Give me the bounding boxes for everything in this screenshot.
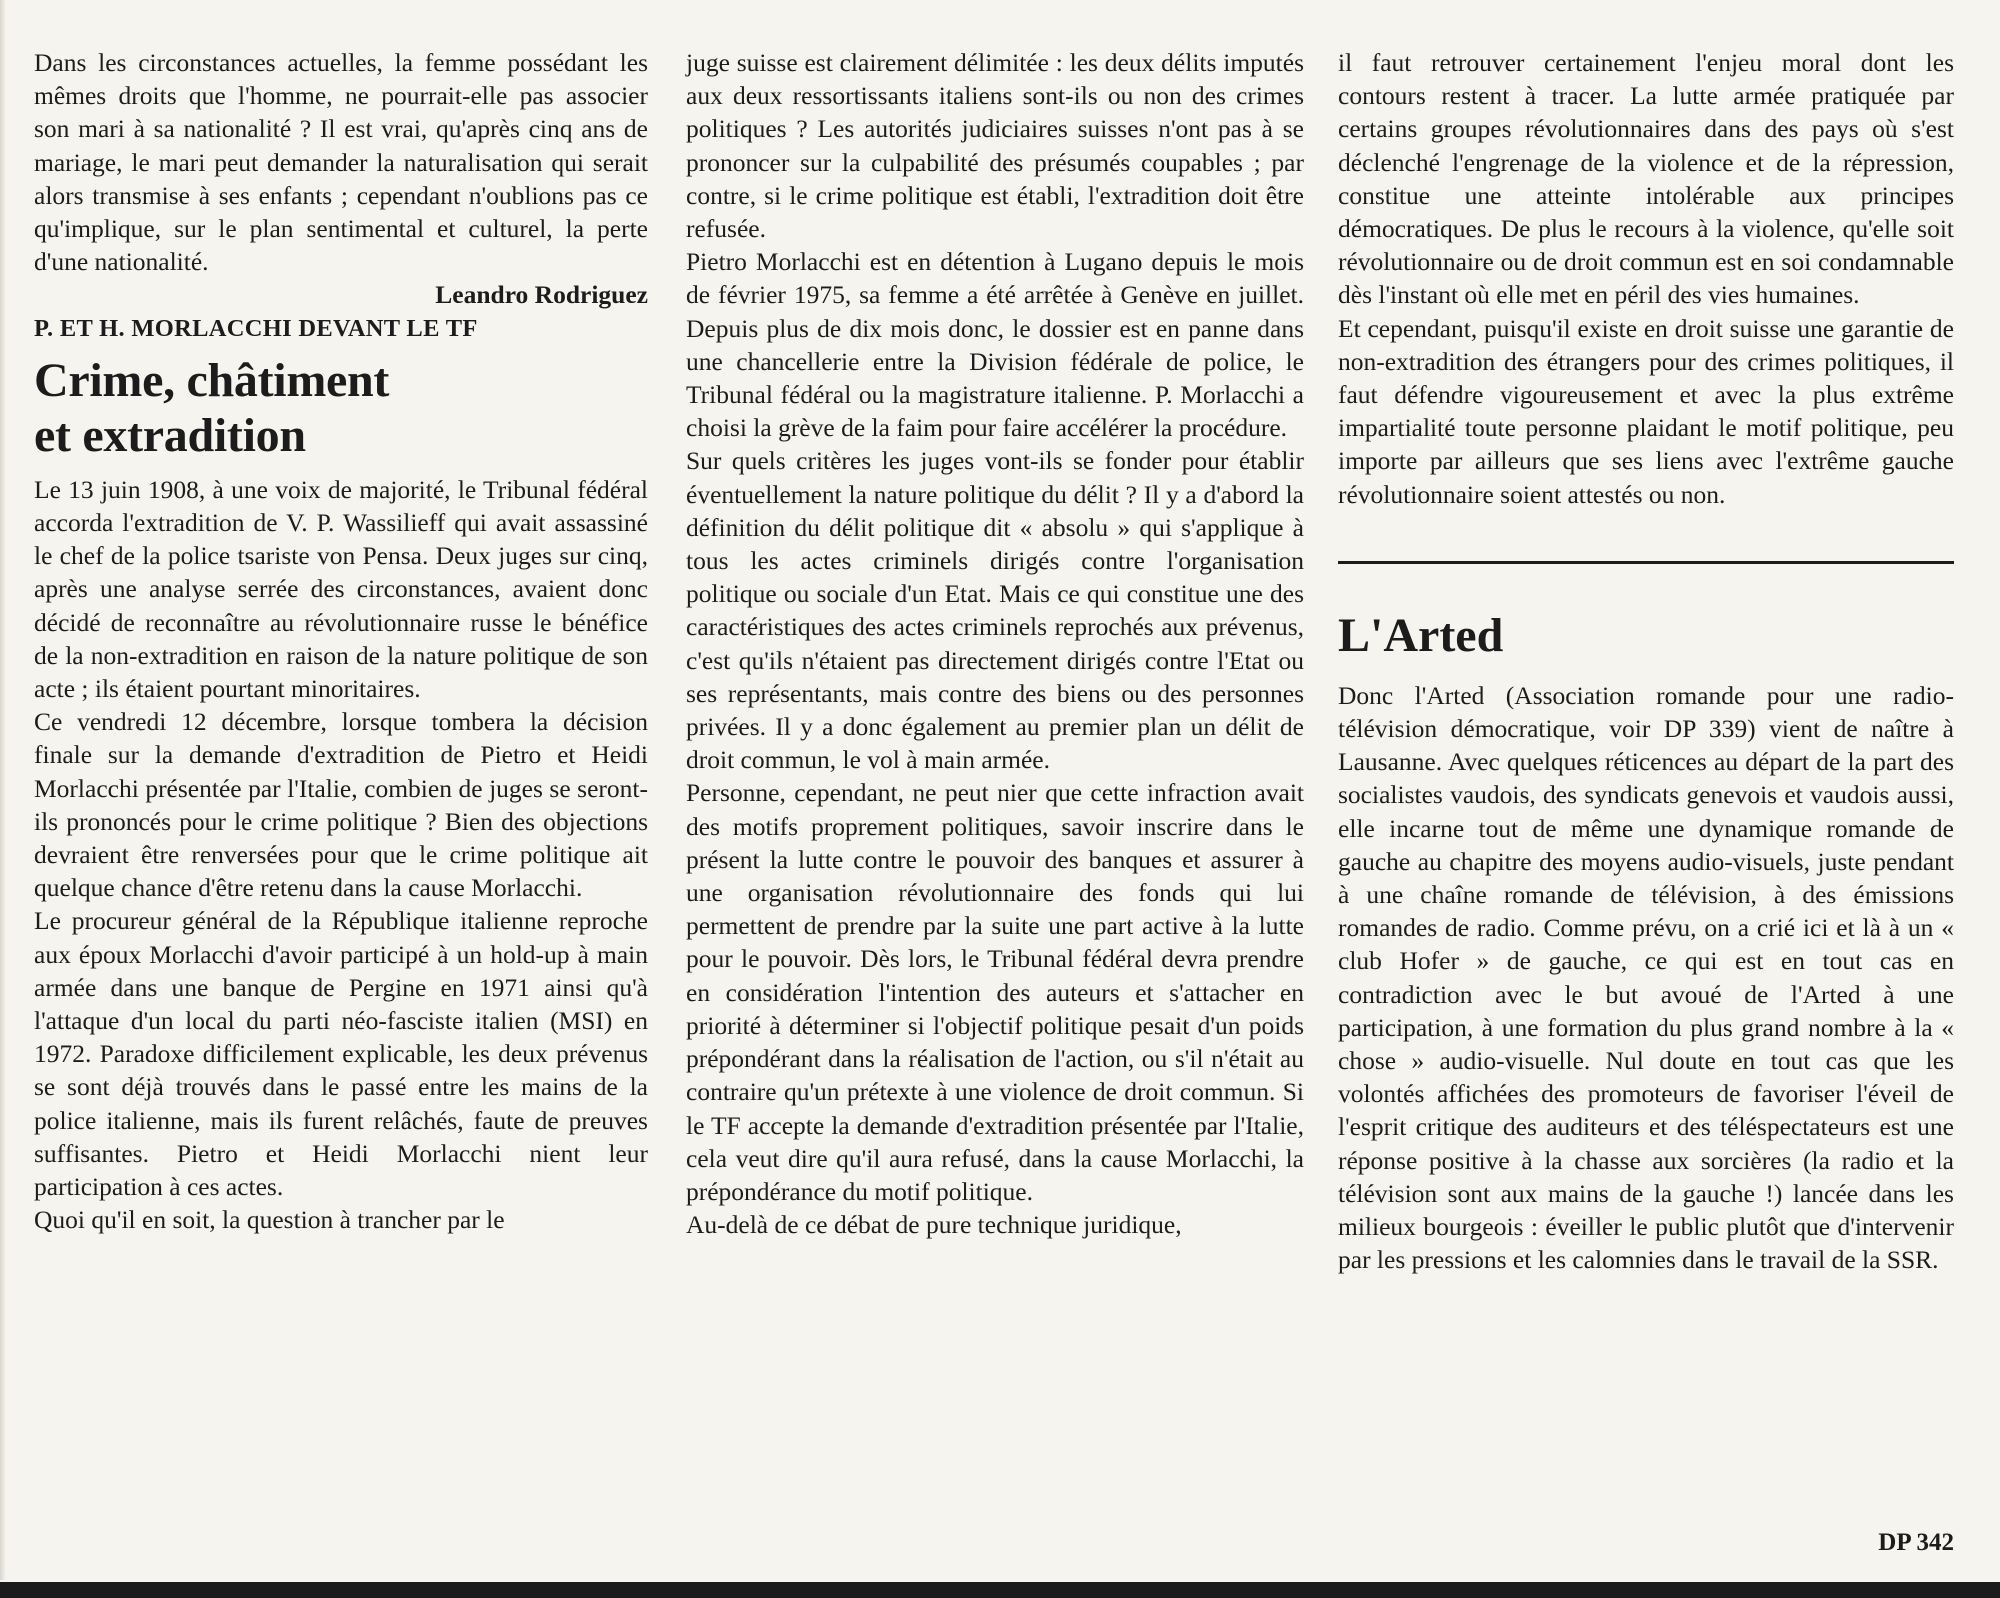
article3-body: Donc l'Arted (Association romande pour une radio-télévision démocratique, voir DP 339) vient de naître à Lausanne. Avec quelques réticences au départ de la part des socialistes vaudois, des syndicats genevois et vaudois aussi, elle incarne tout de même une dynamique romande de gauche au chapitre des moyens audio-visuels, juste pendant à une chaîne romande de télévision, à des émissions romandes de radio. Comme prévu, on a crié ici et là à un « club Hofer » de gauche, ce qui est en tout cas en contradiction avec le but avoué de l'Arted à une participation, à une formation du plus grand nombre à la « chose » audio-visuelle. Nul doute en tout cas que les volontés affichées des promoteurs de favoriser l'éveil de l'esprit critique des auditeurs et des téléspectateurs est une réponse positive à la chasse aux sorcières (la radio et la télévision sont aux mains de la gauche !) lancée dans les milieux bourgeois : éveiller le public plutôt que d'intervenir par les pressions et les calomnies dans le travail de la SSR. (1338, 680, 1954, 1275)
column-2 (686, 46, 1304, 1241)
article2-paragraph: Le 13 juin 1908, à une voix de majorité, le Tribunal fédéral accorda l'extradition de V. P. Wassilieff qui avait assassiné le chef de la police tsariste von Pensa. Deux juges sur cinq, après une analyse serrée des circonstances, avaient donc décidé de reconnaître au révolutionnaire russe le bénéfice de la non-extradition en raison de la nature politique de son acte ; ils étaient pourtant minoritaires. (34, 474, 648, 704)
article2-headline (34, 353, 648, 463)
page-edge-shadow (0, 0, 6, 1580)
article2-paragraph: Le procureur général de la République italienne reproche aux époux Morlacchi d'avoir participé à un hold-up à main armée dans une banque de Pergine en 1971 ainsi qu'à l'attaque d'un local du parti néo-fasciste italien (MSI) en 1972. Paradoxe difficilement explicable, les deux prévenus se sont déjà trouvés dans le passé entre les mains de la police italienne, mais ils furent relâchés, faute de preuves suffisantes. Pietro et Heidi Morlacchi nient leur participation à ces actes. (34, 906, 648, 1202)
article2-paragraph: il faut retrouver certainement l'enjeu moral dont les contours restent à tracer. La lutte armée pratiquée par certains groupes révolutionnaires dans des pays où s'est déclenché l'engrenage de la violence et de la répression, constitue une atteinte intolérable aux principes démocratiques. De plus le recours à la violence, qu'elle soit révolutionnaire ou de droit commun est en soi condamnable dès l'instant où elle met en péril des vies humaines. (1338, 48, 1954, 310)
article1-author: Leandro Rodriguez (435, 280, 648, 310)
article2-headline-line2: et extradition (34, 408, 306, 462)
article3-headline: L'Arted (1338, 608, 1504, 662)
article2-paragraph: Ce vendredi 12 décembre, lorsque tombera la décision finale sur la demande d'extradition de Pietro et Heidi Morlacchi présentée par l'Italie, combien de juges se seront-ils prononcés pour le crime politique ? Bien des objections devraient être renversées pour que le crime politique ait quelque chance d'être retenu dans la cause Morlacchi. (34, 707, 648, 903)
article1-continuation: Dans les circonstances actuelles, la femme possédant les mêmes droits que l'homme, ne pourrait-elle pas associer son mari à sa nationalité ? Il est vrai, qu'après cinq ans de mariage, le mari peut demander la naturalisation qui serait alors transmise à ses enfants ; cependant n'oublions pas ce qu'implique, sur le plan sentimental et culturel, la perte d'une nationalité. (34, 48, 648, 277)
article2-kicker: P. ET H. MORLACCHI DEVANT LE TF (34, 314, 478, 342)
column-1 (34, 46, 648, 1237)
page-bottom-band (0, 1582, 2000, 1598)
article2-paragraph: juge suisse est clairement délimitée : les deux délits imputés aux deux ressortissants italiens sont-ils ou non des crimes politiques ? Les autorités judiciaires suisses n'ont pas à se prononcer sur la culpabilité des présumés coupables ; par contre, si le crime politique est établi, l'extradition doit être refusée. (686, 48, 1304, 244)
article2-paragraph: Au-delà de ce débat de pure technique juridique, (686, 1210, 1182, 1240)
article2-paragraph: Quoi qu'il en soit, la question à trancher par le (34, 1205, 505, 1235)
column-3 (1338, 46, 1954, 1277)
article-divider (1338, 561, 1954, 564)
page-number: DP 342 (1878, 1529, 1954, 1556)
article2-paragraph: Personne, cependant, ne peut nier que cette infraction avait des motifs proprement politiques, savoir inscrire dans le présent la lutte contre le pouvoir des banques et assurer à une organisation révolutionnaire des fonds qui lui permettent de prendre par la suite une part active à la lutte pour le pouvoir. Dès lors, le Tribunal fédéral devra prendre en considération l'intention des auteurs et s'attacher en priorité à déterminer si l'objectif politique pesait d'un poids prépondérant dans la réalisation de l'action, ou s'il n'était au contraire qu'un prétexte à une violence de droit commun. Si le TF accepte la demande d'extradition présentée par l'Italie, cela veut dire qu'il aura refusé, dans la cause Morlacchi, la prépondérance du motif politique. (686, 778, 1304, 1206)
article2-paragraph: Sur quels critères les juges vont-ils se fonder pour établir éventuellement la nature politique du délit ? Il y a d'abord la définition du délit politique dit « absolu » qui s'applique à tous les actes criminels dirigés contre l'organisation politique ou sociale d'un Etat. Mais ce qui constitue une des caractéristiques des actes criminels reprochés aux prévenus, c'est qu'ils n'étaient pas directement dirigés contre l'Etat ou ses représentants, mais contre des biens ou des personnes privées. Il y a donc également au premier plan un délit de droit commun, le vol à main armée. (686, 446, 1304, 775)
article2-paragraph: Pietro Morlacchi est en détention à Lugano depuis le mois de février 1975, sa femme a été arrêtée à Genève en juillet. Depuis plus de dix mois donc, le dossier est en panne dans une chancellerie entre la Division fédérale de police, le Tribunal fédéral ou la magistrature italienne. P. Morlacchi a choisi la grève de la faim pour faire accélérer la procédure. (686, 247, 1304, 443)
article2-headline-line1: Crime, châtiment (34, 353, 390, 407)
article2-paragraph: Et cependant, puisqu'il existe en droit suisse une garantie de non-extradition des étrangers pour des crimes politiques, il faut défendre vigoureusement et avec la plus extrême impartialité toute personne plaidant le motif politique, peu importe par ailleurs que ses liens avec l'extrême gauche révolutionnaire soient attestés ou non. (1338, 313, 1954, 509)
